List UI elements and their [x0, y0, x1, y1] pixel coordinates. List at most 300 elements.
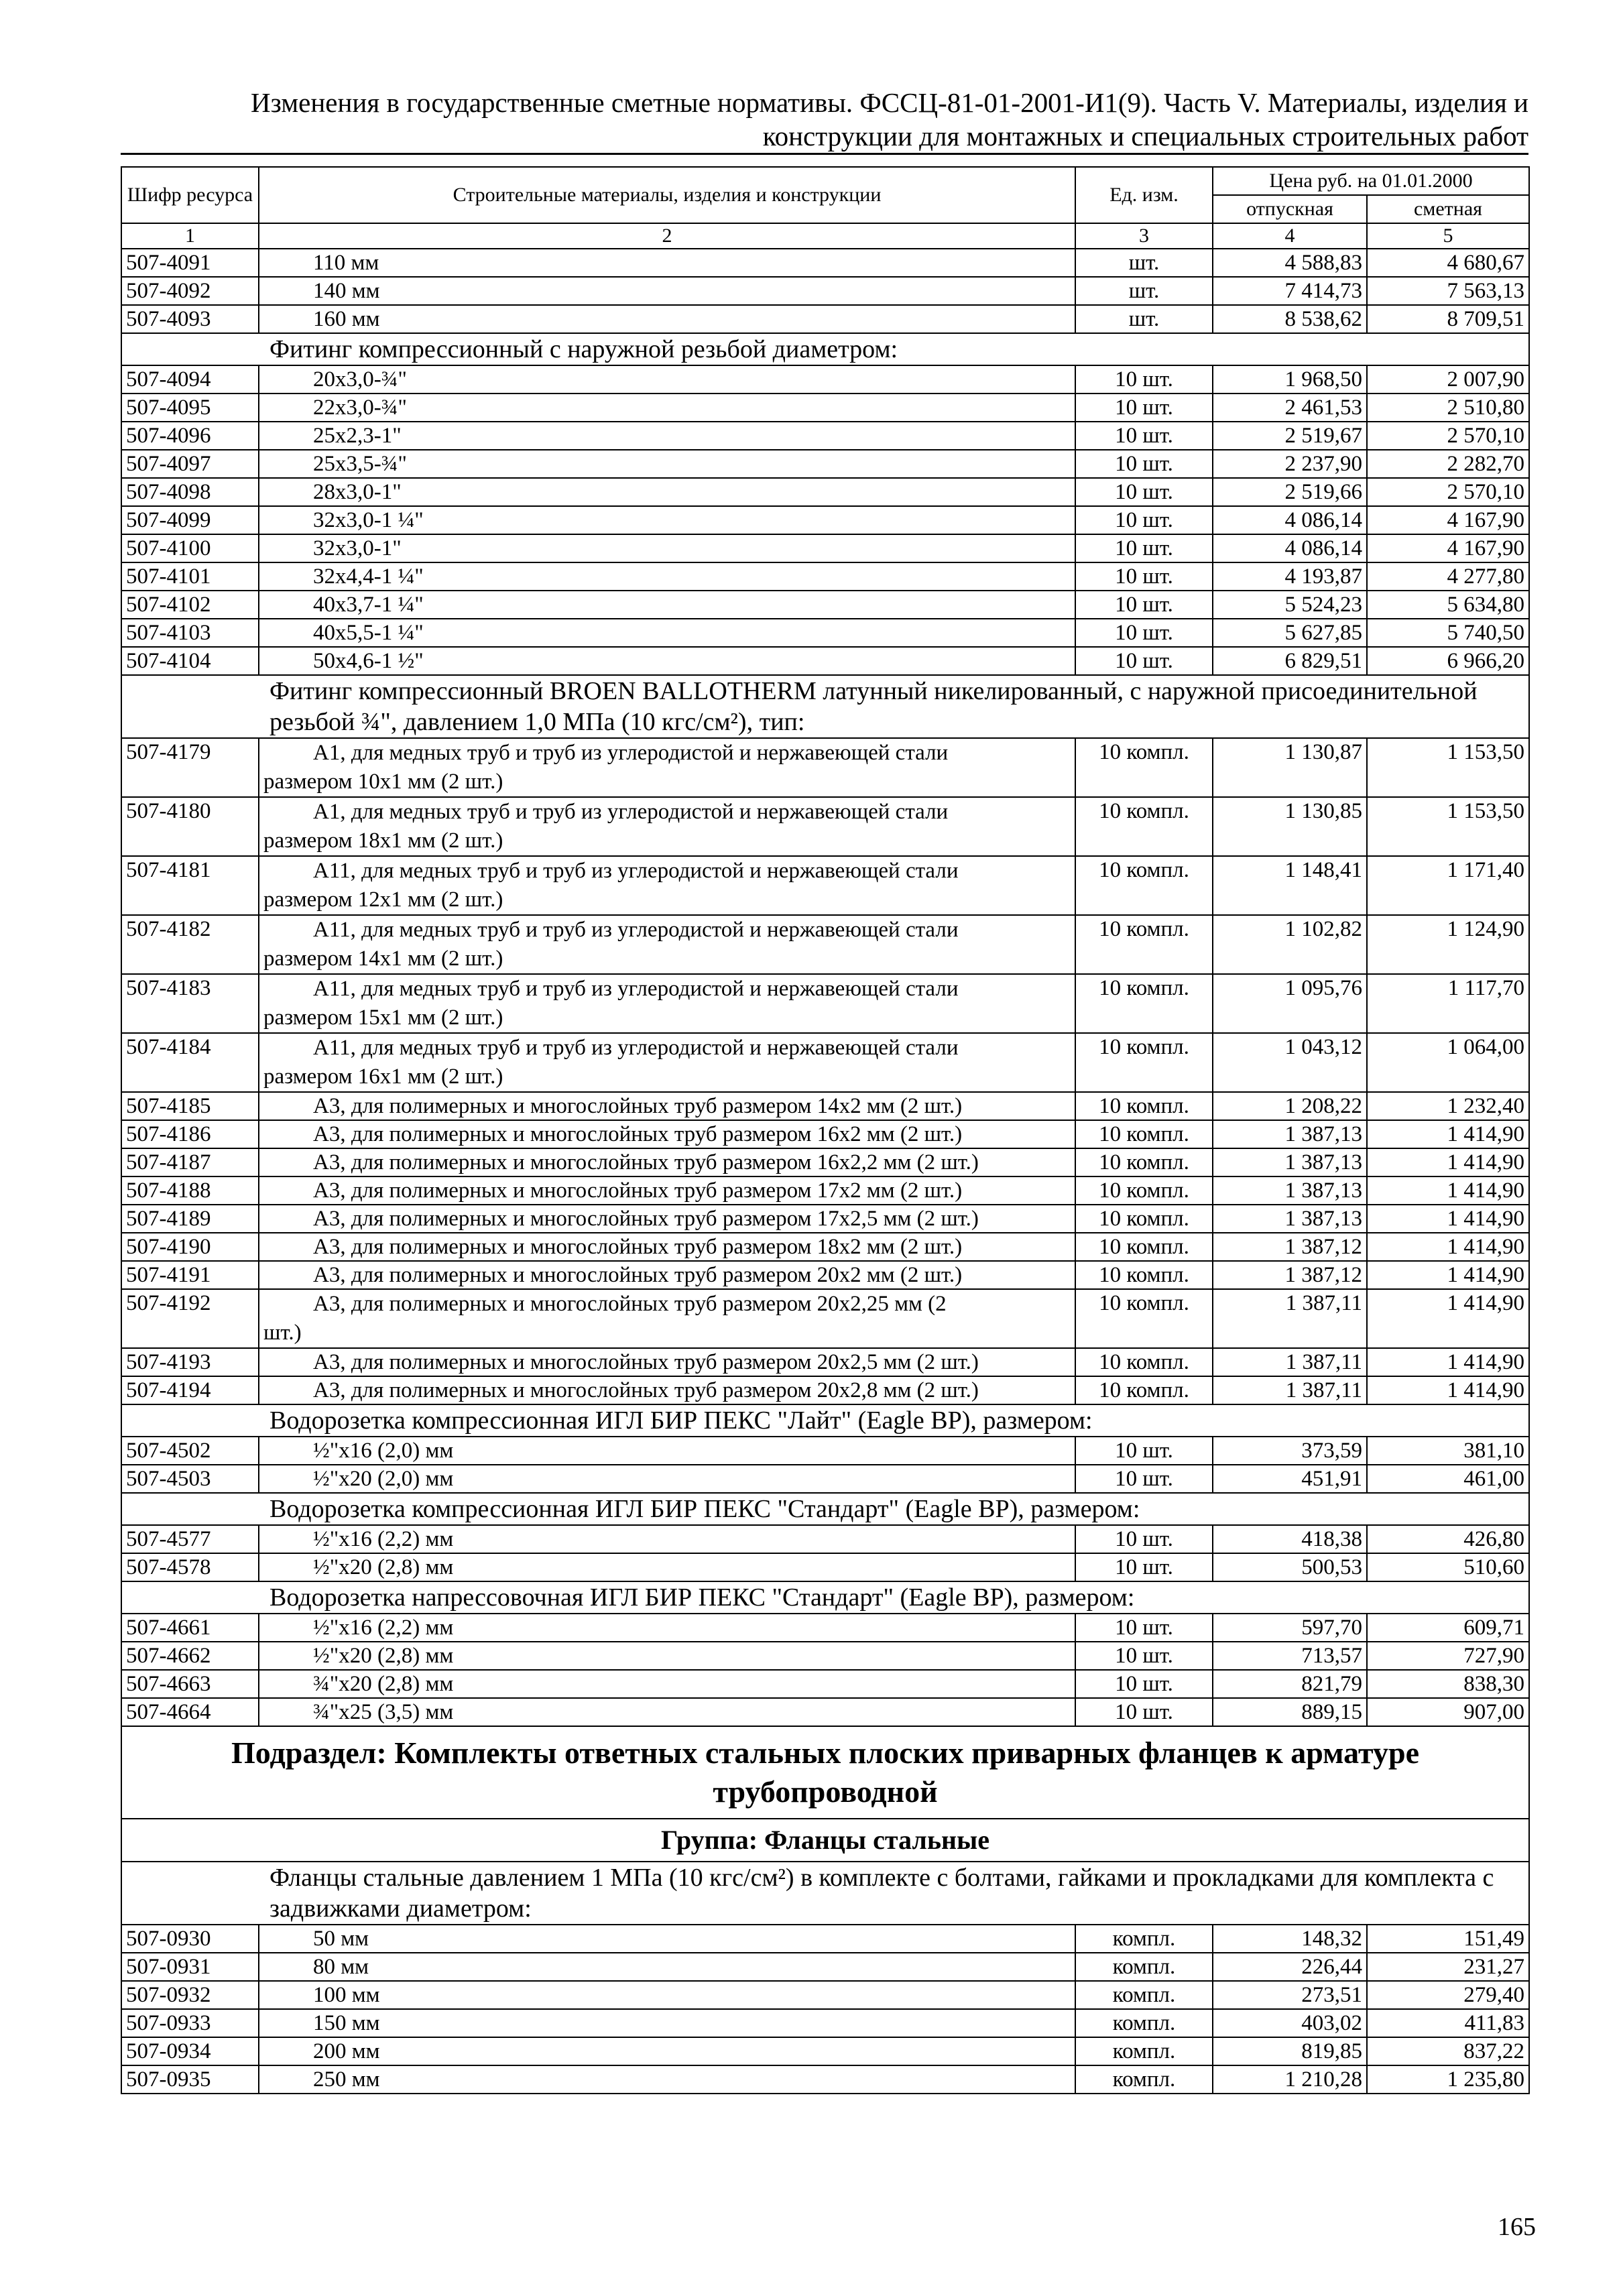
- material-name-line-1: A3, для полимерных и многослойных труб размером 20x2,25 мм (2: [313, 1292, 947, 1316]
- material-name-line-2: размером 14x1 мм (2 шт.): [263, 947, 503, 971]
- material-name: 80 мм: [259, 1953, 1075, 1981]
- estimate-price: 1 124,90: [1367, 915, 1529, 974]
- resource-code: 507-4094: [121, 365, 259, 394]
- col-unit-header: Ед. изм.: [1075, 167, 1213, 223]
- release-price: 1 387,13: [1213, 1148, 1367, 1176]
- material-name: A3, для полимерных и многослойных труб размером 16x2,2 мм (2 шт.): [259, 1148, 1075, 1176]
- material-name: A3, для полимерных и многослойных труб размером 17x2 мм (2 шт.): [259, 1176, 1075, 1205]
- material-name: A3, для полимерных и многослойных труб размером 16x2 мм (2 шт.): [259, 1120, 1075, 1148]
- table-row: [121, 365, 1529, 394]
- table-row: [121, 1033, 1529, 1092]
- release-price: 403,02: [1213, 2009, 1367, 2037]
- resource-code: 507-4191: [121, 1261, 259, 1289]
- resource-code: 507-0932: [121, 1981, 259, 2009]
- release-price: 2 519,66: [1213, 478, 1367, 506]
- release-price: 1 387,13: [1213, 1205, 1367, 1233]
- release-price: 2 237,90: [1213, 450, 1367, 478]
- group-row: [121, 1404, 1529, 1437]
- material-name: A3, для полимерных и многослойных труб размером 18x2 мм (2 шт.): [259, 1233, 1075, 1261]
- table-row: [121, 249, 1529, 277]
- unit-of-measure: 10 шт.: [1075, 422, 1213, 450]
- release-price: 273,51: [1213, 1981, 1367, 2009]
- estimate-price: 4 167,90: [1367, 506, 1529, 534]
- material-name: ½"x16 (2,2) мм: [259, 1525, 1075, 1553]
- table-row: [121, 797, 1529, 856]
- estimate-price: 1 414,90: [1367, 1176, 1529, 1205]
- unit-of-measure: 10 шт.: [1075, 1553, 1213, 1581]
- estimate-price: 381,10: [1367, 1437, 1529, 1465]
- unit-of-measure: 10 шт.: [1075, 450, 1213, 478]
- price-table: [121, 166, 1530, 2094]
- estimate-price: 1 171,40: [1367, 856, 1529, 915]
- release-price: 1 387,13: [1213, 1120, 1367, 1148]
- estimate-price: 1 414,90: [1367, 1348, 1529, 1376]
- unit-of-measure: 10 компл.: [1075, 1176, 1213, 1205]
- estimate-price: 1 414,90: [1367, 1233, 1529, 1261]
- release-price: 1 210,28: [1213, 2065, 1367, 2094]
- material-name-line-1: A1, для медных труб и труб из углеродистой и нержавеющей стали: [313, 741, 949, 765]
- resource-code: 507-4098: [121, 478, 259, 506]
- group-heading: Фланцы стальные давлением 1 МПа (10 кгс/см²) в комплекте с болтами, гайками и прокладками для комплекта с задвижками диаметром:: [121, 1862, 1529, 1925]
- estimate-price: 1 232,40: [1367, 1092, 1529, 1120]
- material-name: 50x4,6-1 ½": [259, 647, 1075, 675]
- unit-of-measure: 10 шт.: [1075, 1465, 1213, 1493]
- estimate-price: 838,30: [1367, 1670, 1529, 1698]
- release-price: 1 130,85: [1213, 797, 1367, 856]
- release-price: 4 193,87: [1213, 562, 1367, 591]
- resource-code: 507-4502: [121, 1437, 259, 1465]
- resource-code: 507-4663: [121, 1670, 259, 1698]
- estimate-price: 510,60: [1367, 1553, 1529, 1581]
- estimate-price: 2 282,70: [1367, 450, 1529, 478]
- table-row: [121, 422, 1529, 450]
- material-name: A3, для полимерных и многослойных труб размером 20x2,5 мм (2 шт.): [259, 1348, 1075, 1376]
- resource-code: 507-4101: [121, 562, 259, 591]
- material-name: [259, 738, 1075, 797]
- table-body: [121, 249, 1529, 2094]
- material-name: 50 мм: [259, 1925, 1075, 1953]
- table-row: [121, 1642, 1529, 1670]
- estimate-price: 1 064,00: [1367, 1033, 1529, 1092]
- table-row: [121, 1376, 1529, 1404]
- table-row: [121, 1148, 1529, 1176]
- estimate-price: 1 414,90: [1367, 1261, 1529, 1289]
- estimate-price: 2 570,10: [1367, 478, 1529, 506]
- table-row: [121, 1953, 1529, 1981]
- resource-code: 507-4183: [121, 974, 259, 1033]
- material-name-line-2: размером 15x1 мм (2 шт.): [263, 1006, 503, 1030]
- resource-code: 507-4097: [121, 450, 259, 478]
- table-row: [121, 305, 1529, 333]
- estimate-price: 151,49: [1367, 1925, 1529, 1953]
- resource-code: 507-4187: [121, 1148, 259, 1176]
- material-name: 32x3,0-1": [259, 534, 1075, 562]
- material-name: A3, для полимерных и многослойных труб размером 20x2,8 мм (2 шт.): [259, 1376, 1075, 1404]
- table-row: [121, 1614, 1529, 1642]
- group-heading: Фитинг компрессионный с наружной резьбой диаметром:: [121, 333, 1529, 365]
- unit-of-measure: 10 компл.: [1075, 915, 1213, 974]
- estimate-price: 8 709,51: [1367, 305, 1529, 333]
- unit-of-measure: 10 компл.: [1075, 1148, 1213, 1176]
- material-name-line-2: размером 12x1 мм (2 шт.): [263, 888, 503, 912]
- table-row: [121, 647, 1529, 675]
- estimate-price: 1 414,90: [1367, 1148, 1529, 1176]
- release-price: 889,15: [1213, 1698, 1367, 1726]
- table-row: [121, 534, 1529, 562]
- material-name: 22x3,0-¾": [259, 394, 1075, 422]
- material-name: ½"x20 (2,8) мм: [259, 1553, 1075, 1581]
- group-row: [121, 1493, 1529, 1525]
- resource-code: 507-0934: [121, 2037, 259, 2065]
- resource-code: 507-0935: [121, 2065, 259, 2094]
- material-name-line-1: A11, для медных труб и труб из углеродистой и нержавеющей стали: [313, 977, 959, 1001]
- unit-of-measure: 10 шт.: [1075, 534, 1213, 562]
- unit-of-measure: 10 шт.: [1075, 394, 1213, 422]
- resource-code: 507-4182: [121, 915, 259, 974]
- material-name: A3, для полимерных и многослойных труб размером 20x2 мм (2 шт.): [259, 1261, 1075, 1289]
- unit-of-measure: 10 компл.: [1075, 1205, 1213, 1233]
- table-row: [121, 591, 1529, 619]
- release-price: 418,38: [1213, 1525, 1367, 1553]
- table-row: [121, 1981, 1529, 2009]
- group-heading: Водорозетка компрессионная ИГЛ БИР ПЕКС "Стандарт" (Eagle BP), размером:: [121, 1493, 1529, 1525]
- release-price: 8 538,62: [1213, 305, 1367, 333]
- table-row: [121, 562, 1529, 591]
- resource-code: 507-4104: [121, 647, 259, 675]
- estimate-price: 727,90: [1367, 1642, 1529, 1670]
- estimate-price: 1 414,90: [1367, 1205, 1529, 1233]
- resource-code: 507-4184: [121, 1033, 259, 1092]
- material-name-line-1: A11, для медных труб и труб из углеродистой и нержавеющей стали: [313, 1036, 959, 1060]
- unit-of-measure: 10 шт.: [1075, 1642, 1213, 1670]
- subsection-title: Подраздел: Комплекты ответных стальных плоских приварных фланцев к арматуре трубопроводной: [121, 1726, 1529, 1819]
- table-row: [121, 1670, 1529, 1698]
- release-price: 4 086,14: [1213, 534, 1367, 562]
- table-row: [121, 1553, 1529, 1581]
- estimate-price: 837,22: [1367, 2037, 1529, 2065]
- estimate-price: 1 414,90: [1367, 1120, 1529, 1148]
- unit-of-measure: 10 шт.: [1075, 478, 1213, 506]
- material-name: [259, 1289, 1075, 1348]
- page-header: [121, 86, 1528, 155]
- unit-of-measure: 10 шт.: [1075, 647, 1213, 675]
- material-name: ½"x20 (2,8) мм: [259, 1642, 1075, 1670]
- material-name-line-2: размером 10x1 мм (2 шт.): [263, 770, 503, 794]
- estimate-price: 4 277,80: [1367, 562, 1529, 591]
- estimate-price: 2 570,10: [1367, 422, 1529, 450]
- estimate-price: 1 235,80: [1367, 2065, 1529, 2094]
- resource-code: 507-4099: [121, 506, 259, 534]
- col-estimate-header: сметная: [1367, 195, 1529, 223]
- material-name: 25x2,3-1": [259, 422, 1075, 450]
- material-name-line-1: A1, для медных труб и труб из углеродистой и нержавеющей стали: [313, 800, 949, 824]
- release-price: 1 387,13: [1213, 1176, 1367, 1205]
- col-number-2: 2: [259, 223, 1075, 249]
- resource-code: 507-4186: [121, 1120, 259, 1148]
- resource-code: 507-4095: [121, 394, 259, 422]
- group-title: Группа: Фланцы стальные: [121, 1819, 1529, 1862]
- table-row: [121, 277, 1529, 305]
- resource-code: 507-4578: [121, 1553, 259, 1581]
- resource-code: 507-4102: [121, 591, 259, 619]
- unit-of-measure: шт.: [1075, 277, 1213, 305]
- unit-of-measure: компл.: [1075, 1981, 1213, 2009]
- material-name: 160 мм: [259, 305, 1075, 333]
- col-number-5: 5: [1367, 223, 1529, 249]
- col-number-4: 4: [1213, 223, 1367, 249]
- material-name: 150 мм: [259, 2009, 1075, 2037]
- unit-of-measure: 10 компл.: [1075, 797, 1213, 856]
- material-name: 25x3,5-¾": [259, 450, 1075, 478]
- release-price: 6 829,51: [1213, 647, 1367, 675]
- release-price: 1 387,12: [1213, 1261, 1367, 1289]
- unit-of-measure: 10 компл.: [1075, 1376, 1213, 1404]
- table-row: [121, 619, 1529, 647]
- table-row: [121, 856, 1529, 915]
- group-heading: Фитинг компрессионный BROEN BALLOTHERM латунный никелированный, с наружной присоединительной резьбой ¾", давлением 1,0 МПа (10 кгс/см²), тип:: [121, 675, 1529, 738]
- material-name: [259, 797, 1075, 856]
- material-name: ¾"x20 (2,8) мм: [259, 1670, 1075, 1698]
- table-row: [121, 1437, 1529, 1465]
- estimate-price: 461,00: [1367, 1465, 1529, 1493]
- col-number-3: 3: [1075, 223, 1213, 249]
- header-number-row: [121, 223, 1529, 249]
- table-row: [121, 1698, 1529, 1726]
- table-row: [121, 394, 1529, 422]
- release-price: 451,91: [1213, 1465, 1367, 1493]
- estimate-price: 231,27: [1367, 1953, 1529, 1981]
- resource-code: 507-4093: [121, 305, 259, 333]
- group-heading: Водорозетка напрессовочная ИГЛ БИР ПЕКС "Стандарт" (Eagle BP), размером:: [121, 1581, 1529, 1614]
- release-price: 148,32: [1213, 1925, 1367, 1953]
- release-price: 1 387,11: [1213, 1376, 1367, 1404]
- resource-code: 507-0930: [121, 1925, 259, 1953]
- material-name: 100 мм: [259, 1981, 1075, 2009]
- material-name: 40x5,5-1 ¼": [259, 619, 1075, 647]
- unit-of-measure: 10 шт.: [1075, 562, 1213, 591]
- resource-code: 507-4194: [121, 1376, 259, 1404]
- unit-of-measure: 10 компл.: [1075, 1233, 1213, 1261]
- release-price: 597,70: [1213, 1614, 1367, 1642]
- material-name-line-2: шт.): [263, 1321, 302, 1345]
- unit-of-measure: 10 компл.: [1075, 1092, 1213, 1120]
- release-price: 1 387,11: [1213, 1348, 1367, 1376]
- unit-of-measure: 10 шт.: [1075, 1525, 1213, 1553]
- estimate-price: 1 414,90: [1367, 1289, 1529, 1348]
- group-row: [121, 675, 1529, 738]
- material-name: ½"x16 (2,2) мм: [259, 1614, 1075, 1642]
- table-row: [121, 915, 1529, 974]
- resource-code: 507-4091: [121, 249, 259, 277]
- col-price-header: Цена руб. на 01.01.2000: [1213, 167, 1529, 195]
- unit-of-measure: 10 шт.: [1075, 591, 1213, 619]
- release-price: 7 414,73: [1213, 277, 1367, 305]
- table-row: [121, 1176, 1529, 1205]
- estimate-price: 426,80: [1367, 1525, 1529, 1553]
- table-row: [121, 2065, 1529, 2094]
- resource-code: 507-0933: [121, 2009, 259, 2037]
- material-name: 32x4,4-1 ¼": [259, 562, 1075, 591]
- header-line-2: конструкции для монтажных и специальных строительных работ: [121, 119, 1528, 155]
- unit-of-measure: 10 компл.: [1075, 1348, 1213, 1376]
- unit-of-measure: 10 компл.: [1075, 1289, 1213, 1348]
- material-name: 110 мм: [259, 249, 1075, 277]
- release-price: 2 461,53: [1213, 394, 1367, 422]
- resource-code: 507-4577: [121, 1525, 259, 1553]
- estimate-price: 1 414,90: [1367, 1376, 1529, 1404]
- group-heading: Водорозетка компрессионная ИГЛ БИР ПЕКС "Лайт" (Eagle BP), размером:: [121, 1404, 1529, 1437]
- material-name: [259, 856, 1075, 915]
- release-price: 1 102,82: [1213, 915, 1367, 974]
- estimate-price: 1 117,70: [1367, 974, 1529, 1033]
- table-row: [121, 1465, 1529, 1493]
- estimate-price: 5 634,80: [1367, 591, 1529, 619]
- estimate-price: 907,00: [1367, 1698, 1529, 1726]
- material-name: [259, 915, 1075, 974]
- material-name: [259, 974, 1075, 1033]
- unit-of-measure: 10 компл.: [1075, 974, 1213, 1033]
- estimate-price: 1 153,50: [1367, 738, 1529, 797]
- release-price: 5 627,85: [1213, 619, 1367, 647]
- material-name: A3, для полимерных и многослойных труб размером 14x2 мм (2 шт.): [259, 1092, 1075, 1120]
- release-price: 4 086,14: [1213, 506, 1367, 534]
- unit-of-measure: 10 компл.: [1075, 1120, 1213, 1148]
- material-name-line-2: размером 18x1 мм (2 шт.): [263, 829, 503, 853]
- unit-of-measure: компл.: [1075, 2009, 1213, 2037]
- material-name: 28x3,0-1": [259, 478, 1075, 506]
- release-price: 1 968,50: [1213, 365, 1367, 394]
- page-number: 165: [1498, 2213, 1536, 2241]
- table-row: [121, 974, 1529, 1033]
- material-name-line-2: размером 16x1 мм (2 шт.): [263, 1065, 503, 1089]
- release-price: 1 387,12: [1213, 1233, 1367, 1261]
- resource-code: 507-4096: [121, 422, 259, 450]
- material-name: ½"x16 (2,0) мм: [259, 1437, 1075, 1465]
- unit-of-measure: 10 шт.: [1075, 1698, 1213, 1726]
- resource-code: 507-4100: [121, 534, 259, 562]
- resource-code: 507-4190: [121, 1233, 259, 1261]
- table-row: [121, 478, 1529, 506]
- group-row: [121, 1581, 1529, 1614]
- unit-of-measure: компл.: [1075, 1953, 1213, 1981]
- resource-code: 507-4103: [121, 619, 259, 647]
- unit-of-measure: 10 шт.: [1075, 619, 1213, 647]
- unit-of-measure: 10 шт.: [1075, 1670, 1213, 1698]
- resource-code: 507-4503: [121, 1465, 259, 1493]
- release-price: 1 130,87: [1213, 738, 1367, 797]
- table-row: [121, 1092, 1529, 1120]
- release-price: 4 588,83: [1213, 249, 1367, 277]
- table-row: [121, 738, 1529, 797]
- table-row: [121, 1925, 1529, 1953]
- table-row: [121, 506, 1529, 534]
- group-row: [121, 1862, 1529, 1925]
- table-row: [121, 1233, 1529, 1261]
- unit-of-measure: 10 компл.: [1075, 738, 1213, 797]
- table-row: [121, 1348, 1529, 1376]
- resource-code: 507-4092: [121, 277, 259, 305]
- estimate-price: 609,71: [1367, 1614, 1529, 1642]
- estimate-price: 4 680,67: [1367, 249, 1529, 277]
- unit-of-measure: 10 компл.: [1075, 1033, 1213, 1092]
- col-release-header: отпускная: [1213, 195, 1367, 223]
- release-price: 226,44: [1213, 1953, 1367, 1981]
- release-price: 1 043,12: [1213, 1033, 1367, 1092]
- resource-code: 507-4180: [121, 797, 259, 856]
- resource-code: 507-4661: [121, 1614, 259, 1642]
- estimate-price: 4 167,90: [1367, 534, 1529, 562]
- resource-code: 507-4188: [121, 1176, 259, 1205]
- material-name: 20x3,0-¾": [259, 365, 1075, 394]
- estimate-price: 1 153,50: [1367, 797, 1529, 856]
- material-name-line-1: A11, для медных труб и труб из углеродистой и нержавеющей стали: [313, 918, 959, 942]
- unit-of-measure: 10 компл.: [1075, 856, 1213, 915]
- subsection-row: [121, 1726, 1529, 1819]
- release-price: 1 387,11: [1213, 1289, 1367, 1348]
- resource-code: 507-4181: [121, 856, 259, 915]
- material-name: 200 мм: [259, 2037, 1075, 2065]
- resource-code: 507-4189: [121, 1205, 259, 1233]
- resource-code: 507-4664: [121, 1698, 259, 1726]
- material-name: 40x3,7-1 ¼": [259, 591, 1075, 619]
- material-name-line-1: A11, для медных труб и труб из углеродистой и нержавеющей стали: [313, 859, 959, 883]
- unit-of-measure: компл.: [1075, 2065, 1213, 2094]
- col-number-1: 1: [121, 223, 259, 249]
- group-row: [121, 333, 1529, 365]
- unit-of-measure: шт.: [1075, 249, 1213, 277]
- estimate-price: 2 007,90: [1367, 365, 1529, 394]
- release-price: 5 524,23: [1213, 591, 1367, 619]
- release-price: 500,53: [1213, 1553, 1367, 1581]
- unit-of-measure: компл.: [1075, 1925, 1213, 1953]
- table-row: [121, 1289, 1529, 1348]
- release-price: 1 095,76: [1213, 974, 1367, 1033]
- release-price: 819,85: [1213, 2037, 1367, 2065]
- group-title-row: [121, 1819, 1529, 1862]
- release-price: 373,59: [1213, 1437, 1367, 1465]
- col-name-header: Строительные материалы, изделия и конструкции: [259, 167, 1075, 223]
- material-name: 140 мм: [259, 277, 1075, 305]
- release-price: 2 519,67: [1213, 422, 1367, 450]
- table-row: [121, 1205, 1529, 1233]
- release-price: 1 208,22: [1213, 1092, 1367, 1120]
- resource-code: 507-4662: [121, 1642, 259, 1670]
- unit-of-measure: шт.: [1075, 305, 1213, 333]
- estimate-price: 7 563,13: [1367, 277, 1529, 305]
- table-row: [121, 2037, 1529, 2065]
- unit-of-measure: 10 шт.: [1075, 1614, 1213, 1642]
- material-name: [259, 1033, 1075, 1092]
- material-name: ½"x20 (2,0) мм: [259, 1465, 1075, 1493]
- material-name: 32x3,0-1 ¼": [259, 506, 1075, 534]
- unit-of-measure: 10 шт.: [1075, 1437, 1213, 1465]
- table-row: [121, 1525, 1529, 1553]
- estimate-price: 411,83: [1367, 2009, 1529, 2037]
- release-price: 713,57: [1213, 1642, 1367, 1670]
- resource-code: 507-0931: [121, 1953, 259, 1981]
- estimate-price: 5 740,50: [1367, 619, 1529, 647]
- header-line-1: Изменения в государственные сметные нормативы. ФССЦ-81-01-2001-И1(9). Часть V. Материалы, изделия и: [250, 87, 1528, 118]
- estimate-price: 6 966,20: [1367, 647, 1529, 675]
- table-row: [121, 1120, 1529, 1148]
- table-row: [121, 1261, 1529, 1289]
- resource-code: 507-4192: [121, 1289, 259, 1348]
- unit-of-measure: компл.: [1075, 2037, 1213, 2065]
- col-code-header: Шифр ресурса: [121, 167, 259, 223]
- material-name: ¾"x25 (3,5) мм: [259, 1698, 1075, 1726]
- estimate-price: 2 510,80: [1367, 394, 1529, 422]
- unit-of-measure: 10 шт.: [1075, 365, 1213, 394]
